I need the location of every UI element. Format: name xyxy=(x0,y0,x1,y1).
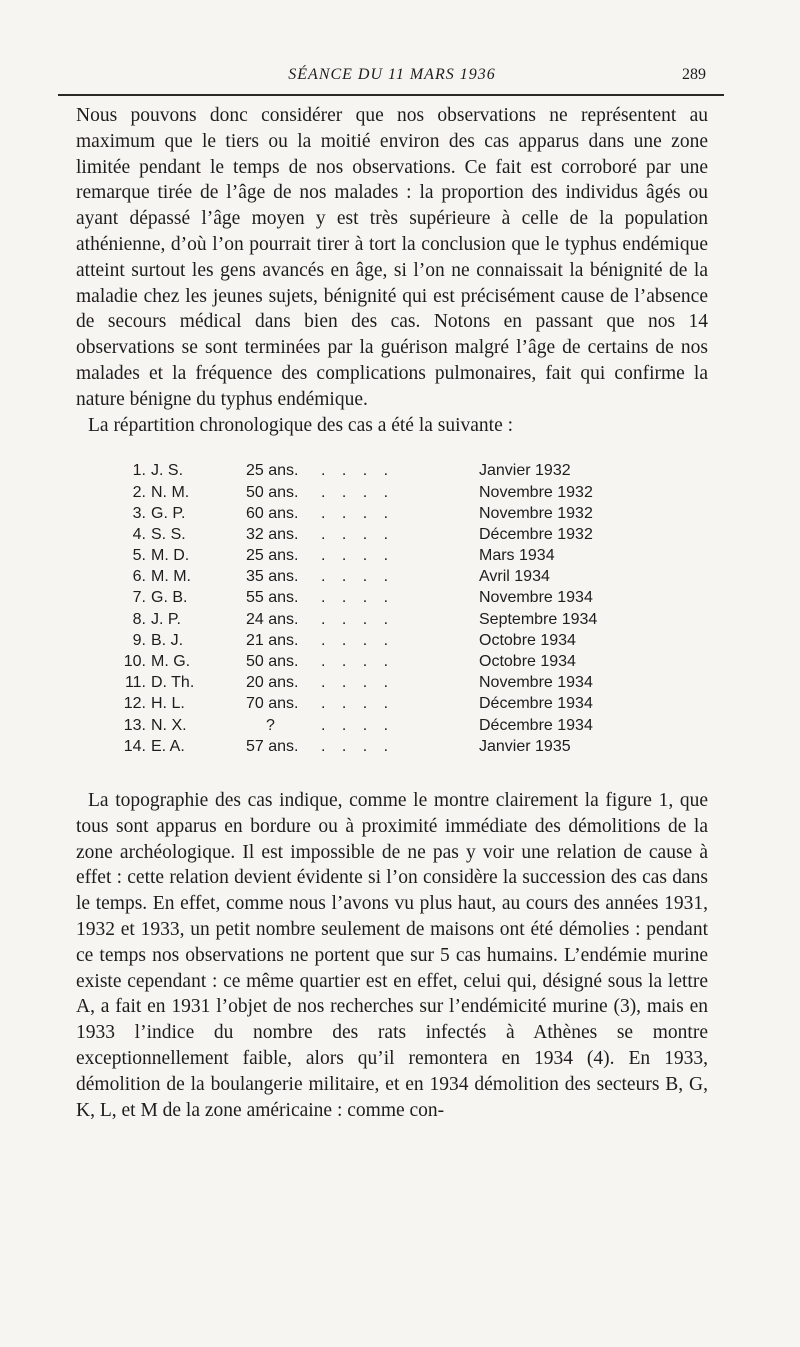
paragraph-topography: La topographie des cas indique, comme le montre clairement la figure 1, que tous sont apparus en bordure ou à proximité immédiate des démolitions de la zone archéologique. Il est impossible de ne pas y voir une relation de cause à effet : cette relation devient évidente si l’on considère la succession des cas dans le temps. En effet, comme nous l’avons vu plus haut, au cours des années 1931, 1932 et 1933, un petit nombre seulement de maisons ont été démolies : pendant ce temps nos observations ne portent que sur 5 cas humains. L’endémie murine existe cependant : ce même quartier est en effet, celui qui, désigné sous la lettre A, a fait en 1931 l’objet de nos recherches sur l’endémicité murine (3), mais en 1933 l’indice du nombre des rats infectés à Athènes se montre exceptionnellement faible, alors qu’il remontera en 1934 (4). En 1933, démolition de la boulangerie militaire, et en 1934 démolition des secteurs B, G, K, L, et M de la zone américaine : comme con- xyxy=(76,789,708,1121)
case-list xyxy=(76,460,708,757)
case-row xyxy=(76,524,708,545)
case-date: Novembre 1934 xyxy=(479,674,593,692)
case-date: Décembre 1934 xyxy=(479,695,593,713)
case-row xyxy=(76,651,708,672)
case-initials: B. J. xyxy=(151,631,184,649)
leader-dots: . . . . xyxy=(321,589,395,607)
case-number: 10. xyxy=(123,653,146,671)
case-age: 25 ans. xyxy=(246,547,299,565)
case-date: Octobre 1934 xyxy=(479,653,576,671)
leader-dots: . . . . xyxy=(321,716,395,734)
case-number: 4. xyxy=(132,525,146,543)
case-number: 8. xyxy=(132,610,146,628)
case-date: Janvier 1932 xyxy=(479,462,571,480)
case-initials: M. D. xyxy=(151,547,190,565)
case-age: 50 ans. xyxy=(246,483,299,501)
case-number: 13. xyxy=(123,716,146,734)
case-date: Décembre 1934 xyxy=(479,716,593,734)
case-row xyxy=(76,630,708,651)
running-header xyxy=(76,62,708,88)
case-row xyxy=(76,460,708,481)
case-initials: M. G. xyxy=(151,653,191,671)
case-row xyxy=(76,503,708,524)
case-date: Novembre 1934 xyxy=(479,589,593,607)
case-age: 24 ans. xyxy=(246,610,299,628)
case-row xyxy=(76,672,708,693)
case-number: 12. xyxy=(123,695,146,713)
case-row xyxy=(76,545,708,566)
case-age: 35 ans. xyxy=(246,568,299,586)
case-number: 14. xyxy=(123,737,146,755)
case-initials: J. S. xyxy=(151,462,184,480)
case-date: Novembre 1932 xyxy=(479,483,593,501)
leader-dots: . . . . xyxy=(321,737,395,755)
document-page xyxy=(76,62,708,1123)
page-number: 289 xyxy=(682,66,706,83)
case-initials: N. M. xyxy=(151,483,190,501)
case-row xyxy=(76,566,708,587)
header-rule xyxy=(58,94,724,96)
case-date: Janvier 1935 xyxy=(479,737,571,755)
case-number: 3. xyxy=(132,504,146,522)
case-initials: E. A. xyxy=(151,737,185,755)
case-age: 50 ans. xyxy=(246,653,299,671)
case-date: Décembre 1932 xyxy=(479,525,593,543)
leader-dots: . . . . xyxy=(321,462,395,480)
case-age: ? xyxy=(266,716,275,734)
paragraph-chronology-intro: La répartition chronologique des cas a été la suivante : xyxy=(88,414,514,436)
case-age: 21 ans. xyxy=(246,631,299,649)
case-number: 7. xyxy=(132,589,146,607)
case-number: 9. xyxy=(132,631,146,649)
case-row xyxy=(76,587,708,608)
case-row xyxy=(76,715,708,736)
leader-dots: . . . . xyxy=(321,610,395,628)
case-age: 57 ans. xyxy=(246,737,299,755)
case-initials: G. B. xyxy=(151,589,188,607)
case-age: 55 ans. xyxy=(246,589,299,607)
case-date: Septembre 1934 xyxy=(479,610,598,628)
leader-dots: . . . . xyxy=(321,695,395,713)
case-initials: J. P. xyxy=(151,610,181,628)
case-initials: H. L. xyxy=(151,695,185,713)
case-row xyxy=(76,609,708,630)
case-row xyxy=(76,736,708,757)
case-date: Mars 1934 xyxy=(479,547,555,565)
case-date: Avril 1934 xyxy=(479,568,550,586)
leader-dots: . . . . xyxy=(321,525,395,543)
leader-dots: . . . . xyxy=(321,674,395,692)
case-row xyxy=(76,693,708,714)
case-date: Novembre 1932 xyxy=(479,504,593,522)
case-number: 1. xyxy=(132,462,146,480)
case-age: 60 ans. xyxy=(246,504,299,522)
case-initials: S. S. xyxy=(151,525,186,543)
paragraph-observations: Nous pouvons donc considérer que nos observations ne représentent au maximum que le tiers ou la moitié environ des cas apparus dans une zone limitée pendant le temps de nos observations. Ce fait est corroboré par une remarque tirée de l’âge de nos malades : la proportion des individus âgés ou ayant dépassé l’âge moyen y est très supérieure à celle de la population athénienne, d’où l’on pourrait tirer à tort la conclusion que le typhus endémique atteint surtout les gens avancés en âge, si l’on ne connaissait la bénignité de la maladie chez les jeunes sujets, bénignité qui est précisément cause de l’absence de secours médical dans bien des cas. Notons en passant que nos 14 observations se sont terminées par la guérison malgré l’âge de certains de nos malades et la fréquence des complications pulmonaires, fait qui confirme la nature bénigne du typhus endémique. xyxy=(76,105,708,410)
case-number: 2. xyxy=(132,483,146,501)
leader-dots: . . . . xyxy=(321,547,395,565)
leader-dots: . . . . xyxy=(321,631,395,649)
case-age: 20 ans. xyxy=(246,674,299,692)
case-row xyxy=(76,482,708,503)
case-initials: D. Th. xyxy=(151,674,195,692)
header-title: SÉANCE DU 11 MARS 1936 xyxy=(288,66,496,83)
case-number: 6. xyxy=(132,568,146,586)
case-number: 11. xyxy=(124,674,146,692)
case-age: 70 ans. xyxy=(246,695,299,713)
leader-dots: . . . . xyxy=(321,568,395,586)
case-age: 25 ans. xyxy=(246,462,299,480)
case-age: 32 ans. xyxy=(246,525,299,543)
leader-dots: . . . . xyxy=(321,504,395,522)
leader-dots: . . . . xyxy=(321,653,395,671)
case-date: Octobre 1934 xyxy=(479,631,576,649)
case-number: 5. xyxy=(132,547,146,565)
case-initials: N. X. xyxy=(151,716,187,734)
leader-dots: . . . . xyxy=(321,483,395,501)
case-initials: G. P. xyxy=(151,504,186,522)
case-initials: M. M. xyxy=(151,568,191,586)
